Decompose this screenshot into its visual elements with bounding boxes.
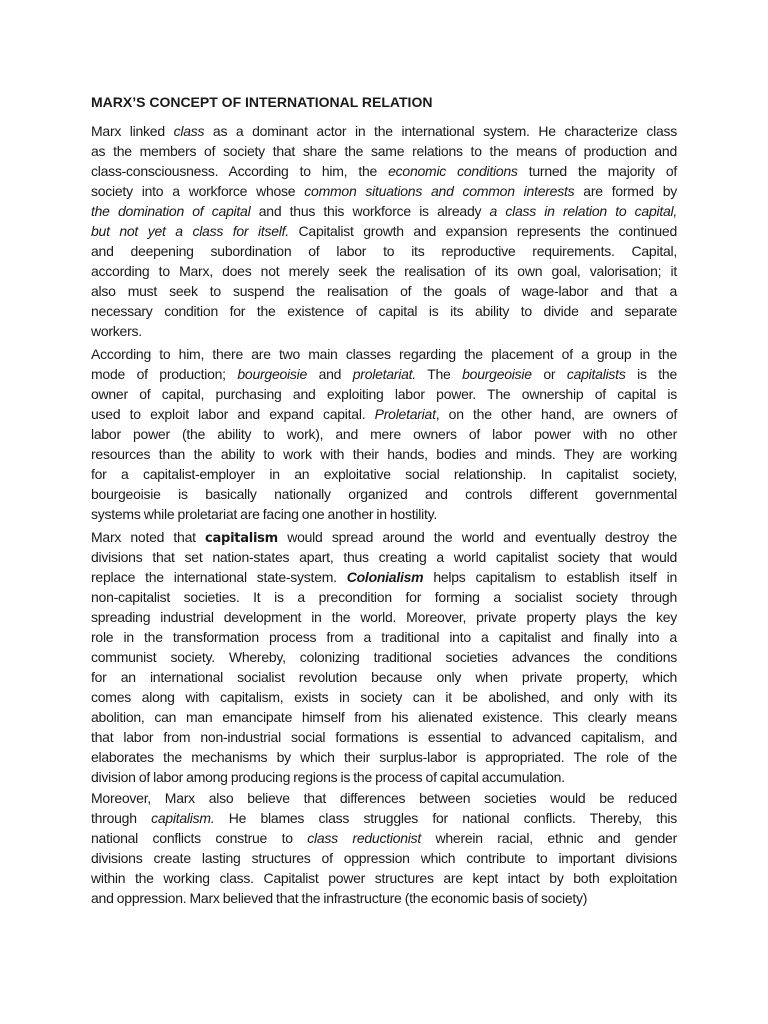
text-line: for an international socialist revolution because only when private property, which [91, 669, 677, 685]
text-line: owner of capital, purchasing and exploiting labor power. The ownership of capital is [91, 386, 677, 402]
text-line: according to Marx, does not merely seek the realisation of its own goal, valorisation; it [91, 263, 677, 279]
text-line: that labor from non-industrial social formations is essential to advanced capitalism, and [91, 729, 677, 745]
text-line: within the working class. Capitalist power structures are kept intact by both exploitation [91, 870, 677, 886]
text-line: role in the transformation process from a traditional into a capitalist and finally into a [91, 629, 677, 645]
emphasized-text: the domination of capital [91, 203, 251, 219]
paragraph-4 [91, 788, 677, 908]
text-line: also must seek to suspend the realisation of the goals of wage-labor and that a [91, 283, 677, 299]
emphasized-text: proletariat. [352, 366, 416, 382]
text-line: comes along with capitalism, exists in society can it be abolished, and only with its [91, 689, 677, 705]
document-page [91, 0, 677, 1024]
text-line: and deepening subordination of labor to its reproductive requirements. Capital, [91, 243, 677, 259]
emphasized-text: Proletariat [374, 406, 436, 422]
document-title: MARX’S CONCEPT OF INTERNATIONAL RELATION [91, 94, 433, 110]
text-line: the domination of capital and thus this workforce is already a class in relation to capital, [91, 203, 678, 219]
text-line: national conflicts construe to class reductionist wherein racial, ethnic and gender [91, 830, 677, 846]
emphasized-text: a class in relation to capital, [489, 203, 678, 219]
emphasized-text: bourgeoisie [237, 366, 308, 382]
paragraph-2 [91, 344, 677, 524]
text-line: According to him, there are two main classes regarding the placement of a group in the [91, 346, 677, 362]
text-line: replace the international state-system. Colonialism helps capitalism to establish itself in [91, 569, 677, 585]
paragraph-1 [91, 121, 677, 341]
text-line: society into a workforce whose common situations and common interests are formed by [91, 183, 678, 199]
text-line: Marx noted that capitalism would spread around the world and eventually destroy the [91, 529, 677, 546]
text-line: labor power (the ability to work), and mere owners of labor power with no other [91, 426, 677, 442]
text-line: necessary condition for the existence of capital is its ability to divide and separate [91, 303, 677, 319]
text-line: as the members of society that share the same relations to the means of production and [91, 143, 677, 159]
emphasized-text: economic conditions [388, 163, 518, 179]
text-line: for a capitalist-employer in an exploitative social relationship. In capitalist society, [91, 466, 677, 482]
text-line: used to exploit labor and expand capital. Proletariat, on the other hand, are owners of [91, 406, 677, 422]
paragraph-3 [91, 527, 677, 787]
text-line: communist society. Whereby, colonizing traditional societies advances the conditions [91, 649, 677, 665]
text-line: but not yet a class for itself. Capitalist growth and expansion represents the continued [91, 223, 678, 239]
emphasized-text: class [173, 123, 205, 139]
text-line: Marx linked class as a dominant actor in the international system. He characterize class [91, 123, 678, 139]
text-line: bourgeoisie is basically nationally organized and controls different governmental [91, 486, 677, 502]
text-line: mode of production; bourgeoisie and proletariat. The bourgeoisie or capitalists is the [91, 366, 677, 382]
text-line: spreading industrial development in the world. Moreover, private property plays the key [91, 609, 677, 625]
text-line: resources than the ability to work with their hands, bodies and minds. They are working [91, 446, 677, 462]
text-line: workers. [91, 323, 142, 339]
emphasized-text: capitalism. [151, 810, 215, 826]
emphasized-text: Colonialism [346, 569, 424, 585]
emphasized-text: class reductionist [307, 830, 422, 846]
text-line: divisions that set nation-states apart, thus creating a world capitalist society that would [91, 549, 677, 565]
text-line: abolition, can man emancipate himself from his alienated existence. This clearly means [91, 709, 677, 725]
text-line: non-capitalist societies. It is a precondition for forming a socialist society through [91, 589, 677, 605]
emphasized-text: capitalists [566, 366, 626, 382]
text-line: elaborates the mechanisms by which their surplus-labor is appropriated. The role of the [91, 749, 677, 765]
emphasized-text: common situations and common interests [304, 183, 575, 199]
emphasized-text: bourgeoisie [462, 366, 532, 382]
text-line: through capitalism. He blames class struggles for national conflicts. Thereby, this [91, 810, 678, 826]
text-line: systems while proletariat are facing one another in hostility. [91, 506, 437, 522]
text-line: Moreover, Marx also believe that differences between societies would be reduced [91, 790, 677, 806]
text-line: division of labor among producing regions is the process of capital accumulation. [91, 769, 565, 785]
text-line: class-consciousness. According to him, the economic conditions turned the majority of [91, 163, 677, 179]
text-line: divisions create lasting structures of oppression which contribute to important divisions [91, 850, 677, 866]
text-line: and oppression. Marx believed that the infrastructure (the economic basis of society) [91, 890, 588, 906]
emphasized-text: capitalism [205, 531, 278, 546]
emphasized-text: but not yet a class for itself. [91, 223, 289, 239]
